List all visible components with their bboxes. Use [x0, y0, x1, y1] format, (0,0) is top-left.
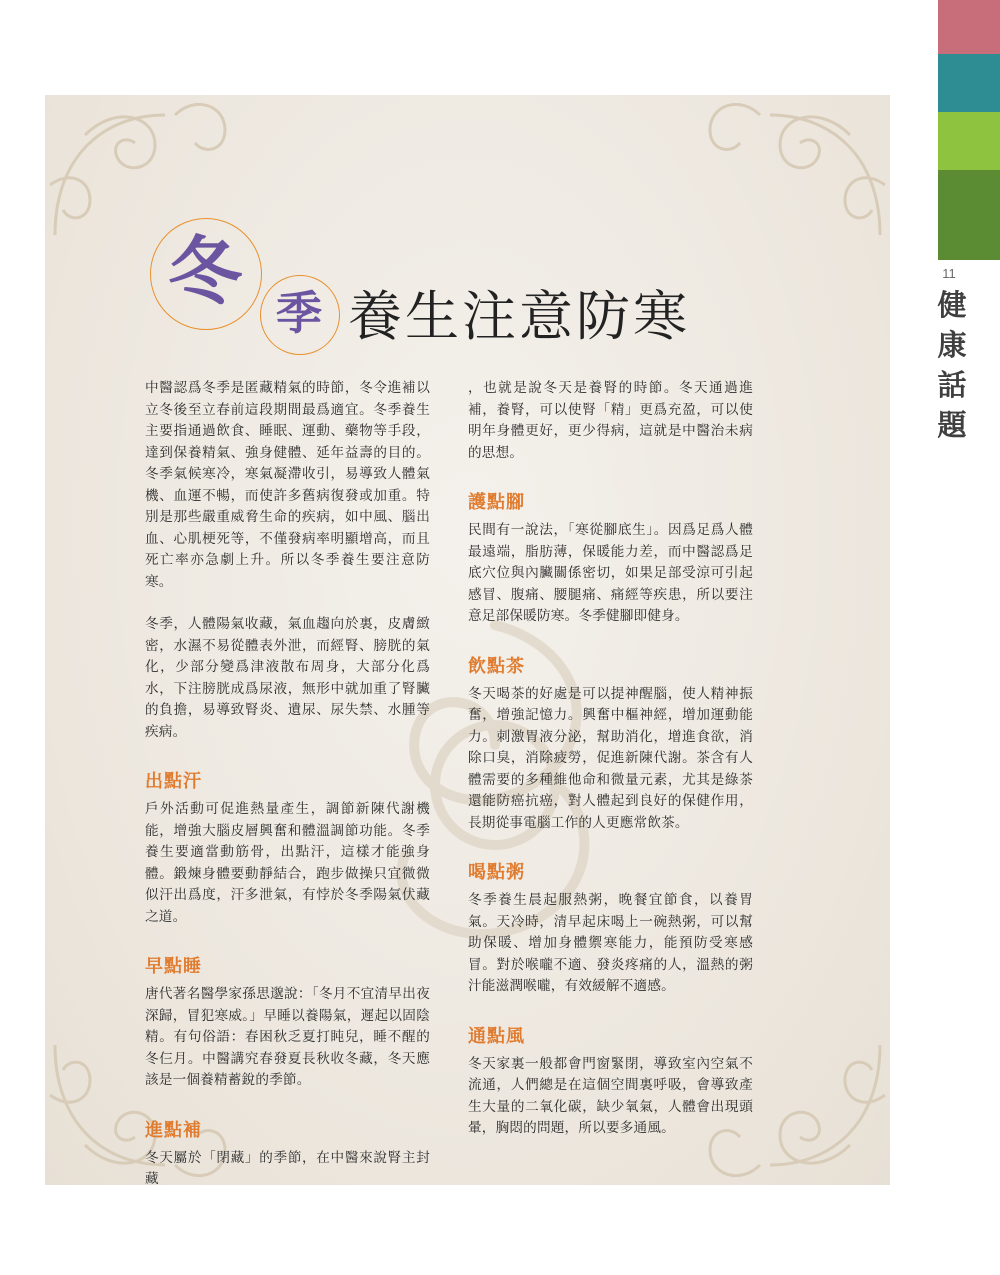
- tab-teal: [938, 54, 1000, 112]
- article-title: [150, 218, 790, 348]
- section-label-char: 康: [937, 328, 967, 362]
- section-heading: 喝點粥: [468, 862, 525, 883]
- section-heading: 護點腳: [468, 492, 525, 513]
- right-column: [468, 378, 753, 1140]
- section-paragraph: 冬季養生晨起服熱粥，晚餐宜節食，以養胃氣。天冷時，清早起床喝上一碗熱粥，可以幫助保暖、增加身體禦寒能力，能預防受寒感冒。對於喉嚨不適、發炎疼痛的人，溫熱的粥汁能滋潤喉嚨，有效緩解不適感。: [468, 892, 753, 994]
- section-heading: 進點補: [145, 1119, 202, 1141]
- section-label: [934, 285, 970, 445]
- continued-paragraph: ，也就是說冬天是養腎的時節。冬天通過進補，養腎，可以使腎「精」更爲充盈，可以使明年身體更好，更少得病，這就是中醫治未病的思想。: [468, 380, 753, 461]
- intro-paragraph: 冬季，人體陽氣收藏，氣血趨向於裏，皮膚緻密，水濕不易從體表外泄，而經腎、膀胱的氣化，少部分變爲津液散布周身，大部分化爲水，下注膀胱成爲尿液，無形中就加重了腎臟的負擔，易導致腎炎、遺尿、尿失禁、水腫等疾病。: [145, 616, 430, 740]
- tab-green: [938, 170, 1000, 260]
- left-column: [145, 378, 430, 1191]
- section-paragraph: 民間有一說法，「寒從腳底生」。因爲足爲人體最遠端，脂肪薄，保暖能力差，而中醫認爲足底穴位與內臟關係密切，如果足部受涼可引起感冒、腹痛、腰腿痛、痛經等疾患，所以要注意足部保暖防寒。冬季健腳即健身。: [468, 522, 753, 624]
- section-paragraph: 冬天家裏一般都會門窗緊閉，導致室內空氣不流通，人們總是在這個空間裏呼吸，會導致產生大量的二氧化碳，缺少氧氣，人體會出現頭暈，胸悶的問題，所以要多通風。: [468, 1055, 753, 1136]
- title-char-large: 冬: [168, 229, 242, 315]
- title-text: 養生注意防寒: [348, 285, 690, 348]
- section-heading: 出點汗: [145, 771, 202, 792]
- section-paragraph: 唐代著名醫學家孫思邈說：「冬月不宜清早出夜深歸，冒犯寒威。」早睡以養陽氣，遲起以固陰精。有句俗語：春困秋乏夏打盹兒，睡不醒的冬仨月。中醫講究春發夏長秋收冬藏，冬天應該是一個養精蓄銳的季節。: [145, 986, 430, 1088]
- section-heading: 飲點茶: [468, 655, 525, 677]
- section-paragraph: 冬天喝茶的好處是可以提神醒腦，使人精神振奮，增強記憶力。興奮中樞神經，增加運動能力。刺激胃液分泌，幫助消化，增進食欲，消除口臭，消除疲勞，促進新陳代謝。茶含有人體需要的多種維他命和微量元素，尤其是綠茶還能防癌抗癌，對人體起到良好的保健作用，長期從事電腦工作的人更應常飲茶。: [468, 685, 753, 831]
- section-label-char: 健: [937, 288, 967, 322]
- section-heading: 早點睡: [145, 956, 202, 977]
- section-label-char: 題: [937, 408, 967, 442]
- section-paragraph: 戶外活動可促進熱量產生，調節新陳代謝機能，增強大腦皮層興奮和體溫調節功能。冬季養生要適當動筋骨，出點汗，這樣才能強身體。鍛煉身體要動靜結合，跑步做操只宜微微似汗出爲度，汗多泄氣，有悖於冬季陽氣伏藏之道。: [145, 801, 430, 925]
- section-heading: 通點風: [468, 1025, 525, 1047]
- tab-lime: [938, 112, 1000, 170]
- section-paragraph: 冬天屬於「閉藏」的季節，在中醫來說腎主封藏: [145, 1149, 430, 1187]
- title-char-small: 季: [276, 286, 322, 340]
- page-number: 11: [942, 266, 956, 281]
- section-label-char: 話: [937, 368, 967, 402]
- intro-paragraph: 中醫認爲冬季是匿藏精氣的時節，冬令進補以立冬後至立春前這段期間最爲適宜。冬季養生主要指通過飲食、睡眠、運動、藥物等手段，達到保養精氣、強身健體、延年益壽的目的。冬季氣候寒冷，寒氣凝滯收引，易導致人體氣機、血運不暢，而使許多舊病復發或加重。特別是那些嚴重威脅生命的疾病，如中風、腦出血、心肌梗死等，不僅發病率明顯增高，而且死亡率亦急劇上升。所以冬季養生要注意防寒。: [145, 380, 430, 590]
- section-color-tabs: [938, 0, 1000, 260]
- tab-pink: [938, 0, 1000, 54]
